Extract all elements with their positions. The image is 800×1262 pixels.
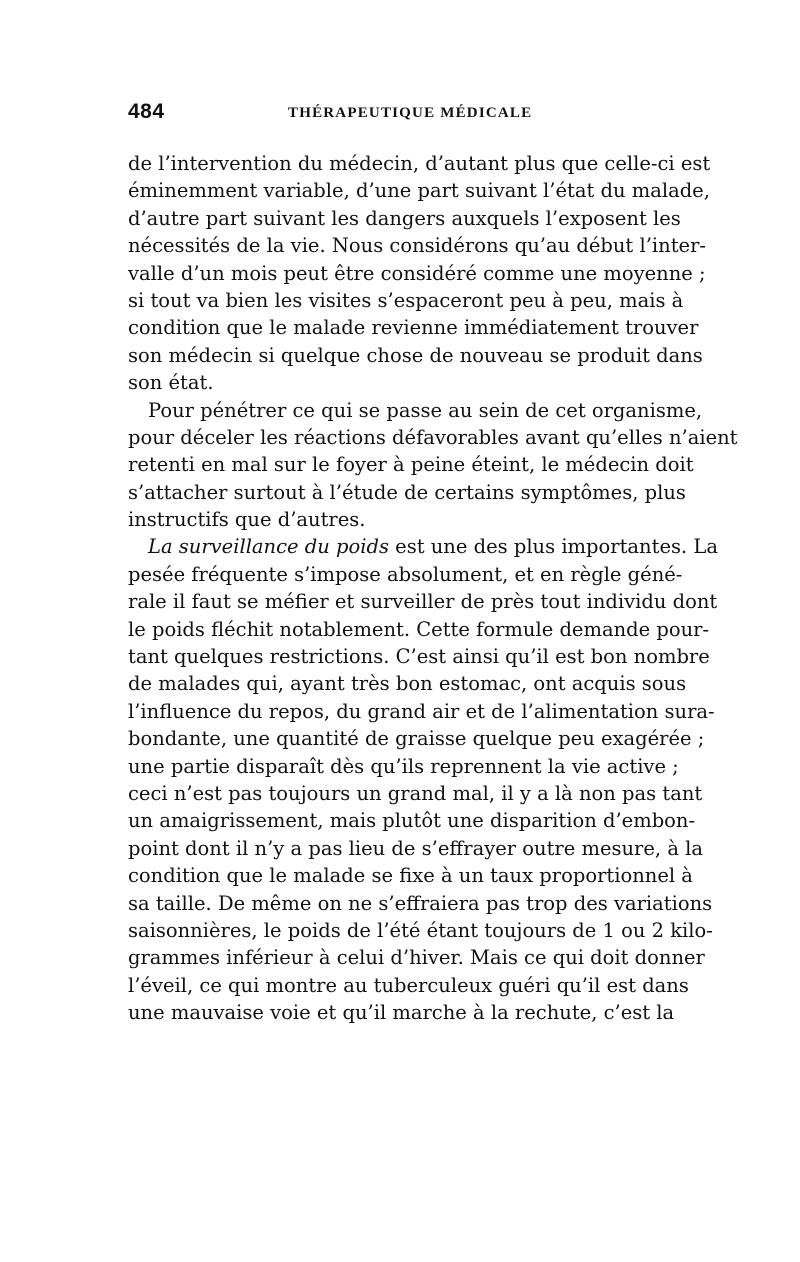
text-line: une mauvaise voie et qu’il marche à la rechute, c’est la: [128, 1001, 675, 1025]
text-line: rale il faut se méfier et surveiller de près tout individu dont: [128, 590, 718, 614]
text-line: condition que le malade revienne immédiatement trouver: [128, 316, 699, 340]
text-line: un amaigrissement, mais plutôt une disparition d’embon-: [128, 809, 696, 833]
text-line: point dont il n’y a pas lieu de s’effrayer outre mesure, à la: [128, 836, 704, 860]
first-line-rest: est une des plus importantes. La: [388, 535, 718, 559]
text-line: saisonnières, le poids de l’été étant toujours de 1 ou 2 kilo-: [128, 918, 713, 942]
text-line: d’autre part suivant les dangers auxquels l’exposent les: [128, 206, 681, 230]
text-line: de l’intervention du médecin, d’autant plus que celle-ci est: [128, 152, 711, 175]
text-line: nécessités de la vie. Nous considérons qu’au début l’inter-: [128, 234, 706, 258]
text-line: sa taille. De même on ne s’effraiera pas trop des variations: [128, 891, 713, 915]
text-line: instructifs que d’autres.: [128, 508, 366, 532]
text-line: si tout va bien les visites s’espaceront peu à peu, mais à: [128, 288, 684, 312]
text-line: s’attacher surtout à l’étude de certains symptômes, plus: [128, 480, 686, 504]
text-line: son état.: [128, 371, 214, 395]
paragraph-2: [128, 397, 738, 534]
text-line: l’influence du repos, du grand air et de l’alimentation sura-: [128, 699, 715, 723]
text-line: le poids fléchit notablement. Cette formule demande pour-: [128, 617, 710, 641]
text-line: l’éveil, ce qui montre au tuberculeux guéri qu’il est dans: [128, 973, 689, 997]
text-line: une partie disparaît dès qu’ils reprennent la vie active ;: [128, 754, 679, 778]
text-line: grammes inférieur à celui d’hiver. Mais ce qui doit donner: [128, 946, 705, 970]
paragraph-3: [128, 533, 718, 1026]
text-line: de malades qui, ayant très bon estomac, ont acquis sous: [128, 672, 687, 696]
body-text: [128, 150, 738, 1027]
italic-lead: La surveillance du poids: [148, 535, 389, 559]
text-line: pour déceler les réactions défavorables avant qu’elles n’aient: [128, 425, 738, 449]
text-line: son médecin si quelque chose de nouveau se produit dans: [128, 343, 703, 367]
paragraph-1: [128, 150, 711, 397]
text-line: éminemment variable, d’une part suivant l’état du malade,: [128, 179, 710, 203]
text-line: valle d’un mois peut être considéré comme une moyenne ;: [128, 261, 706, 285]
text-line: [128, 533, 718, 560]
running-header: [128, 100, 673, 130]
text-line: tant quelques restrictions. C’est ainsi qu’il est bon nombre: [128, 645, 710, 669]
text-line: Pour pénétrer ce qui se passe au sein de cet organisme,: [148, 398, 703, 422]
page-number: 484: [128, 100, 165, 123]
text-line: pesée fréquente s’impose absolument, et en règle géné-: [128, 562, 683, 586]
text-line: condition que le malade se fixe à un taux proportionnel à: [128, 864, 693, 888]
text-line: retenti en mal sur le foyer à peine éteint, le médecin doit: [128, 453, 694, 477]
text-line: ceci n’est pas toujours un grand mal, il y a là non pas tant: [128, 781, 703, 805]
running-title: THÉRAPEUTIQUE MÉDICALE: [288, 105, 533, 121]
text-line: bondante, une quantité de graisse quelque peu exagérée ;: [128, 727, 705, 751]
